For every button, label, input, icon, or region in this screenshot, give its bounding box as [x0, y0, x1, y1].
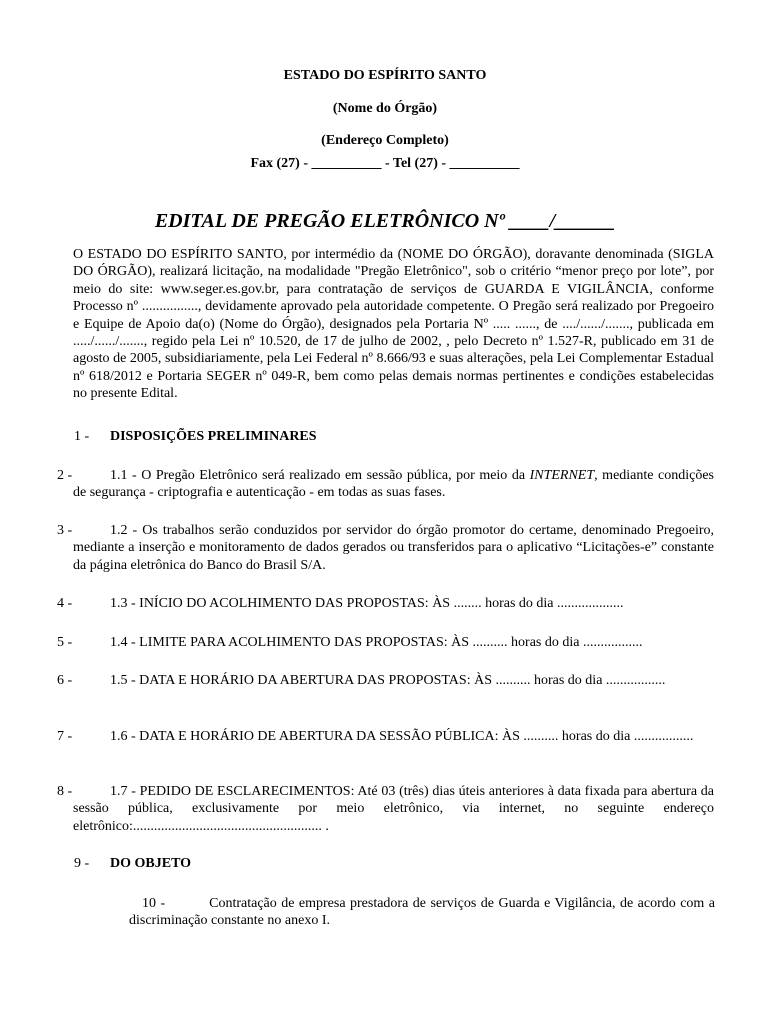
header-address: (Endereço Completo)	[321, 133, 449, 148]
item-number: 3 -	[57, 523, 73, 538]
item-number: 2 -	[57, 468, 73, 483]
item-number: 4 -	[57, 596, 73, 611]
item-text: 10 - Contratação de empresa prestadora de serviços de Guarda e Vigilância, de acordo com a discriminação constante no anexo I.	[129, 896, 715, 929]
section-number: 1 -	[74, 429, 90, 444]
internet-term: INTERNET	[529, 468, 595, 483]
item-text: 1.1 - O Pregão Eletrônico será realizado em sessão pública, por meio da INTERNET, mediante condições de segurança - criptografia e autenticação - em todas as suas fases.	[73, 468, 714, 501]
section-number: 9 -	[74, 856, 90, 871]
item-text: 1.2 - Os trabalhos serão conduzidos por servidor do órgão promotor do certame, denominado Pregoeiro, mediante a inserção e monitoramento de dados gerados ou transferidos para o aplicativo “Licitações-e” constante da página eletrônica do Banco do Brasil S/A.	[73, 523, 714, 573]
item-number: 10 -	[142, 896, 166, 911]
item-number: 6 -	[57, 673, 73, 688]
intro-paragraph: O ESTADO DO ESPÍRITO SANTO, por intermédio da (NOME DO ÓRGÃO), doravante denominada (SIGLA DO ÓRGÃO), realizará licitação, na modalidade "Pregão Eletrônico", sob o critério “menor preço por lote”, por meio do site: www.seger.es.gov.br, para contratação de serviços de GUARDA E VIGILÂNCIA, conforme Processo nº ................, devidamente aprovado pela autoridade competente. O Pregão será realizado por Pregoeiro e Equipe de Apoio da(o) (Nome do Órgão), designados pela Portaria Nº ..... ......, de ..../....../......., publicada em ...../....../......., regido pela Lei nº 10.520, de 17 de julho de 2002, , pelo Decreto nº 1.527-R, publicado em 31 de agosto de 2005, subsidiariamente, pela Lei Federal nº 8.666/93 e suas alterações, pela Lei Complementar Estadual nº 618/2012 e Portaria SEGER nº 049-R, bem como pelas demais normas pertinentes e condições estabelecidas no presente Edital.	[73, 247, 714, 402]
document-title: EDITAL DE PREGÃO ELETRÔNICO Nº ____/______	[154, 210, 616, 232]
item-text: 1.5 - DATA E HORÁRIO DA ABERTURA DAS PROPOSTAS: ÀS .......... horas do dia .................	[110, 673, 666, 688]
section-title: DO OBJETO	[110, 856, 192, 871]
item-number: 7 -	[57, 729, 73, 744]
item-number: 8 -	[57, 784, 73, 799]
header-contact: Fax (27) - __________ - Tel (27) - __________	[250, 156, 520, 171]
item-text: 1.7 - PEDIDO DE ESCLARECIMENTOS: Até 03 (três) dias úteis anteriores à data fixada para abertura da sessão pública, exclusivamente por meio eletrônico, via internet, no seguinte endereço eletrônico:...................................................... .	[73, 784, 714, 834]
item-text: 1.4 - LIMITE PARA ACOLHIMENTO DAS PROPOSTAS: ÀS .......... horas do dia .................	[110, 635, 643, 650]
section-title: DISPOSIÇÕES PRELIMINARES	[110, 429, 317, 444]
item-text: 1.3 - INÍCIO DO ACOLHIMENTO DAS PROPOSTAS: ÀS ........ horas do dia ...................	[110, 596, 624, 611]
header-state: ESTADO DO ESPÍRITO SANTO	[283, 68, 487, 83]
header-organ: (Nome do Órgão)	[332, 101, 438, 116]
item-text: 1.6 - DATA E HORÁRIO DE ABERTURA DA SESSÃO PÚBLICA: ÀS .......... horas do dia .................	[110, 729, 694, 744]
item-number: 5 -	[57, 635, 73, 650]
